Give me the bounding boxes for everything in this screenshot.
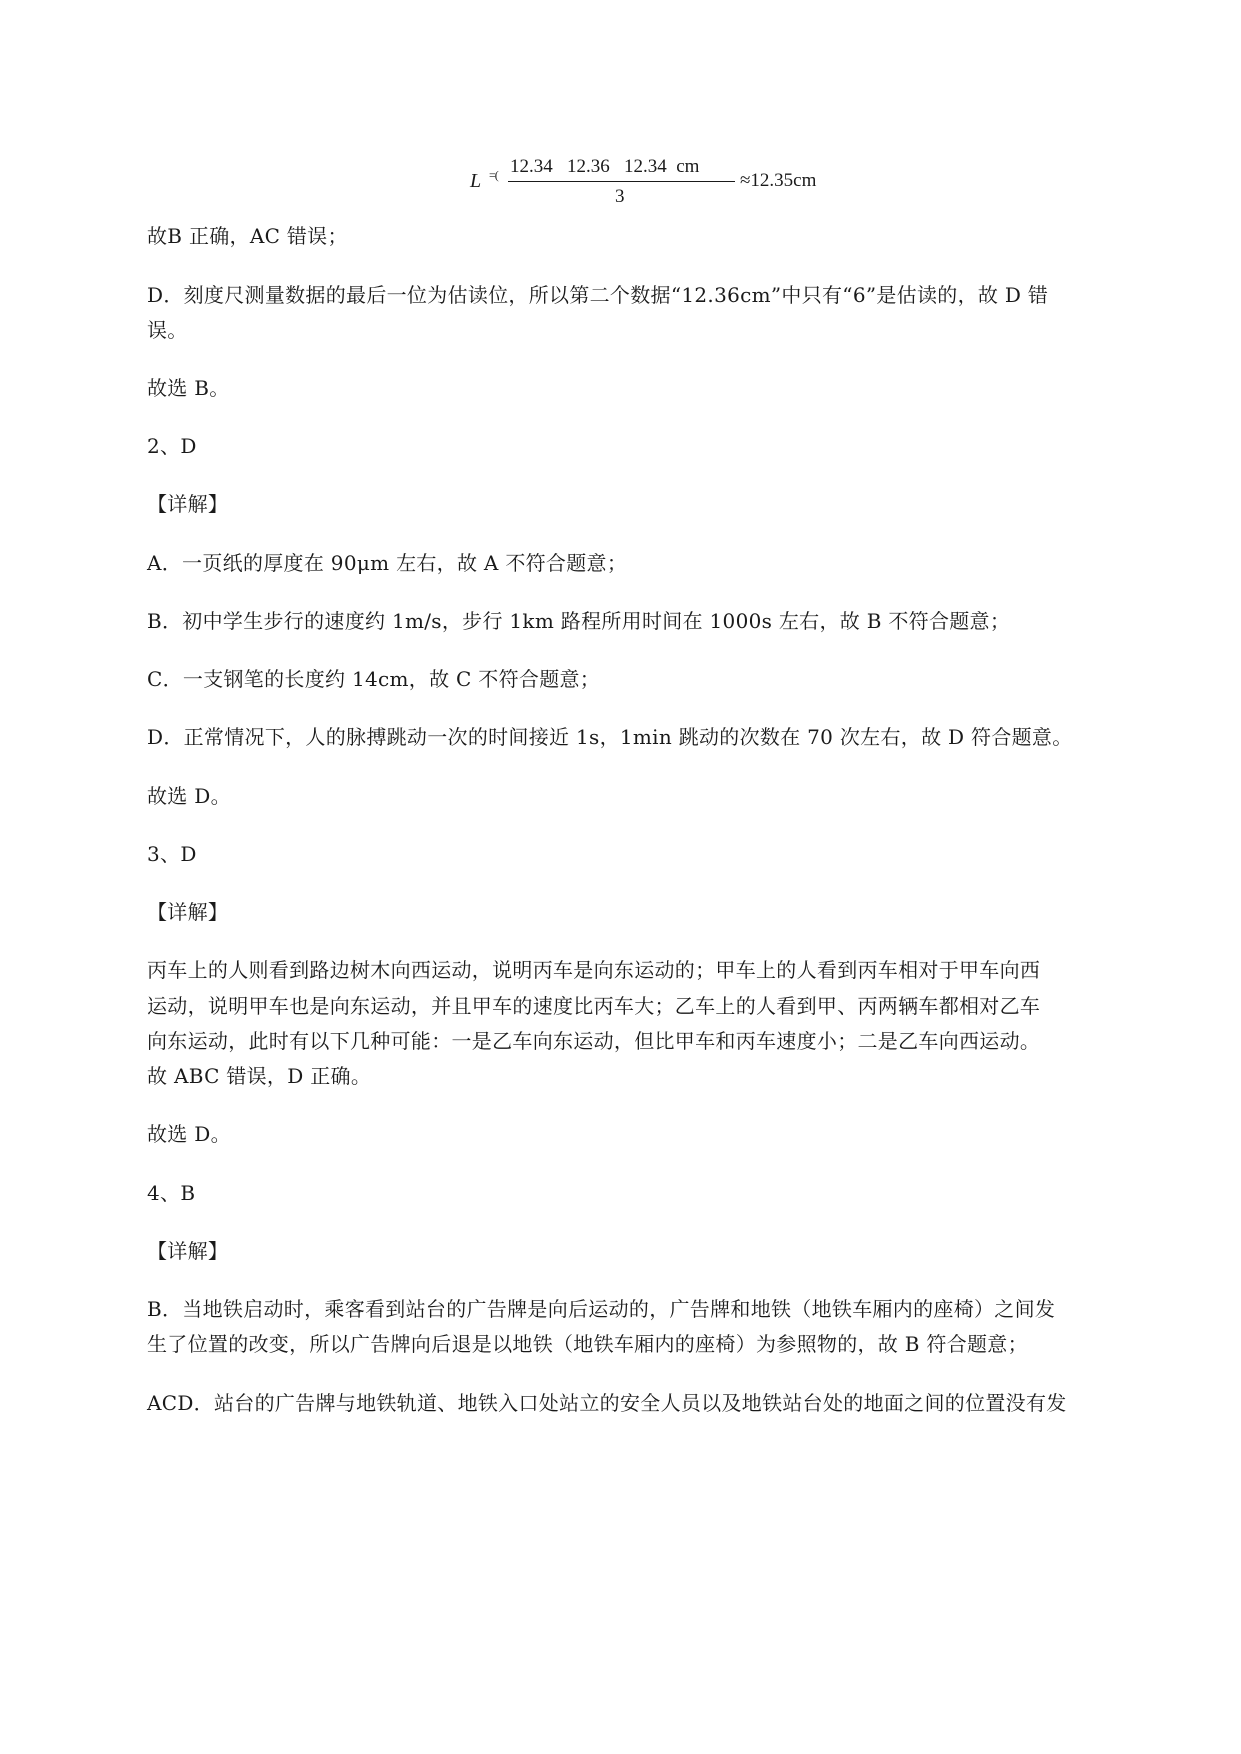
text-line: 生了位置的改变，所以广告牌向后退是以地铁（地铁车厢内的座椅）为参照物的，故 B 符合题意； [147, 1332, 1028, 1356]
text-line: 丙车上的人则看到路边树木向西运动，说明丙车是向东运动的；甲车上的人看到丙车相对于甲车向西 [147, 958, 1041, 982]
formula-result: ≈12.35cm [740, 170, 817, 191]
text-line: D．刻度尺测量数据的最后一位为估读位，所以第二个数据“12.36cm”中只有“6”是估读的，故 D 错 [147, 283, 1049, 307]
text-line: 故 ABC 错误，D 正确。 [147, 1064, 372, 1088]
text-line: ACD．站台的广告牌与地铁轨道、地铁入口处站立的安全人员以及地铁站台处的地面之间的位置没有发 [147, 1391, 1067, 1415]
text-line: 故B 正确，AC 错误； [147, 224, 348, 248]
question-number: 3、D [147, 842, 197, 866]
text-line: C．一支钢笔的长度约 14cm，故 C 不符合题意； [147, 667, 601, 691]
text-line: D．正常情况下，人的脉搏跳动一次的时间接近 1s，1min 跳动的次数在 70 次左右，故 D 符合题意。 [147, 725, 1073, 749]
text-line: 向东运动，此时有以下几种可能：一是乙车向东运动，但比甲车和丙车速度小；二是乙车向西运动。 [147, 1029, 1041, 1053]
average-formula [470, 152, 830, 212]
section-heading: 【详解】 [147, 492, 229, 516]
question-number: 4、B [147, 1181, 196, 1205]
text-line: A．一页纸的厚度在 90μm 左右，故 A 不符合题意； [147, 551, 628, 575]
formula-lhs: L [470, 170, 482, 192]
formula-numerator: 12.34 12.36 12.34 cm [510, 156, 700, 177]
text-line: 故选 D。 [147, 1122, 231, 1146]
question-number: 2、D [147, 434, 197, 458]
text-line: 故选 B。 [147, 376, 230, 400]
section-heading: 【详解】 [147, 900, 229, 924]
text-line: 运动，说明甲车也是向东运动，并且甲车的速度比丙车大；乙车上的人看到甲、丙两辆车都相对乙车 [147, 994, 1041, 1018]
formula-denominator: 3 [615, 186, 625, 207]
formula-equals-symbol: =( [489, 168, 498, 182]
text-line: 故选 D。 [147, 784, 231, 808]
text-line: B．初中学生步行的速度约 1m/s，步行 1km 路程所用时间在 1000s 左右，故 B 不符合题意； [147, 609, 1011, 633]
fraction-bar [508, 181, 735, 182]
section-heading: 【详解】 [147, 1239, 229, 1263]
text-line: B．当地铁启动时，乘客看到站台的广告牌是向后运动的，广告牌和地铁（地铁车厢内的座椅）之间发 [147, 1297, 1056, 1321]
text-line: 误。 [147, 318, 188, 342]
